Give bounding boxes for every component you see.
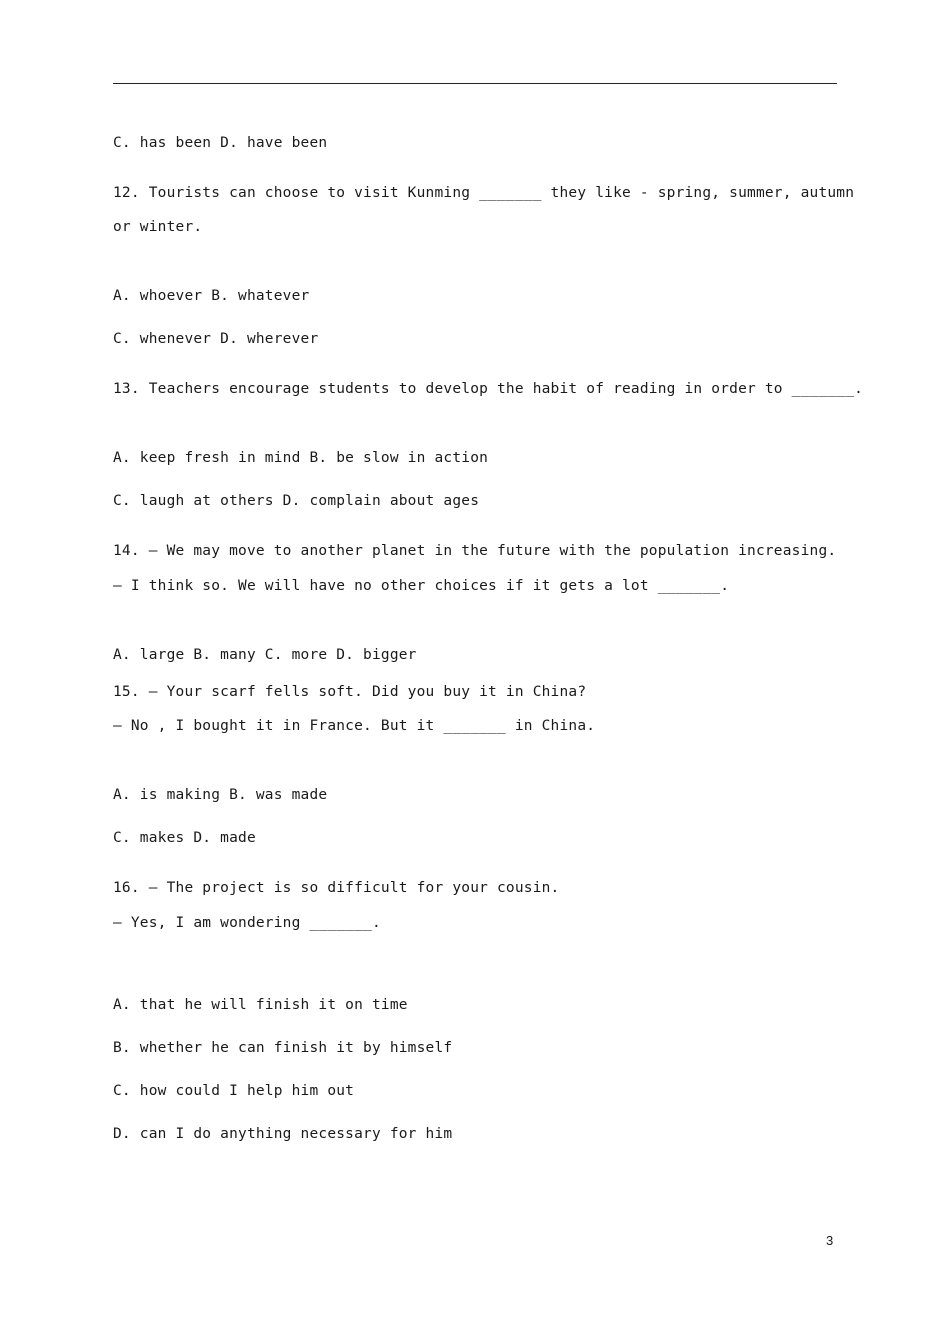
q11-options-cd: C. has been D. have been <box>113 135 328 151</box>
q15-options-cd: C. makes D. made <box>113 830 256 846</box>
q14-options: A. large B. many C. more D. bigger <box>113 647 417 663</box>
q16-option-a: A. that he will finish it on time <box>113 997 408 1013</box>
q16-option-d: D. can I do anything necessary for him <box>113 1126 453 1142</box>
q14-stem-line-1: 14. — We may move to another planet in the future with the population increasing. <box>113 543 837 559</box>
q13-options-cd: C. laugh at others D. complain about ages <box>113 493 480 509</box>
q15-stem-line-2: — No , I bought it in France. But it _______ in China. <box>113 718 596 734</box>
q12-options-cd: C. whenever D. wherever <box>113 331 319 347</box>
q16-option-c: C. how could I help him out <box>113 1083 355 1099</box>
q12-stem-line-2: or winter. <box>113 219 203 235</box>
page-number: 3 <box>826 1233 834 1248</box>
q15-stem-line-1: 15. — Your scarf fells soft. Did you buy it in China? <box>113 684 587 700</box>
header-rule <box>113 83 837 84</box>
q13-options-ab: A. keep fresh in mind B. be slow in action <box>113 450 489 466</box>
q12-options-ab: A. whoever B. whatever <box>113 288 310 304</box>
q13-stem: 13. Teachers encourage students to develop the habit of reading in order to _______. <box>113 381 864 397</box>
q14-stem-line-2: — I think so. We will have no other choices if it gets a lot _______. <box>113 578 730 594</box>
q16-stem-line-2: — Yes, I am wondering _______. <box>113 915 381 931</box>
q15-options-ab: A. is making B. was made <box>113 787 328 803</box>
q12-stem-line-1: 12. Tourists can choose to visit Kunming _______ they like - spring, summer, autumn <box>113 185 855 201</box>
q16-stem-line-1: 16. — The project is so difficult for your cousin. <box>113 880 560 896</box>
q16-option-b: B. whether he can finish it by himself <box>113 1040 453 1056</box>
